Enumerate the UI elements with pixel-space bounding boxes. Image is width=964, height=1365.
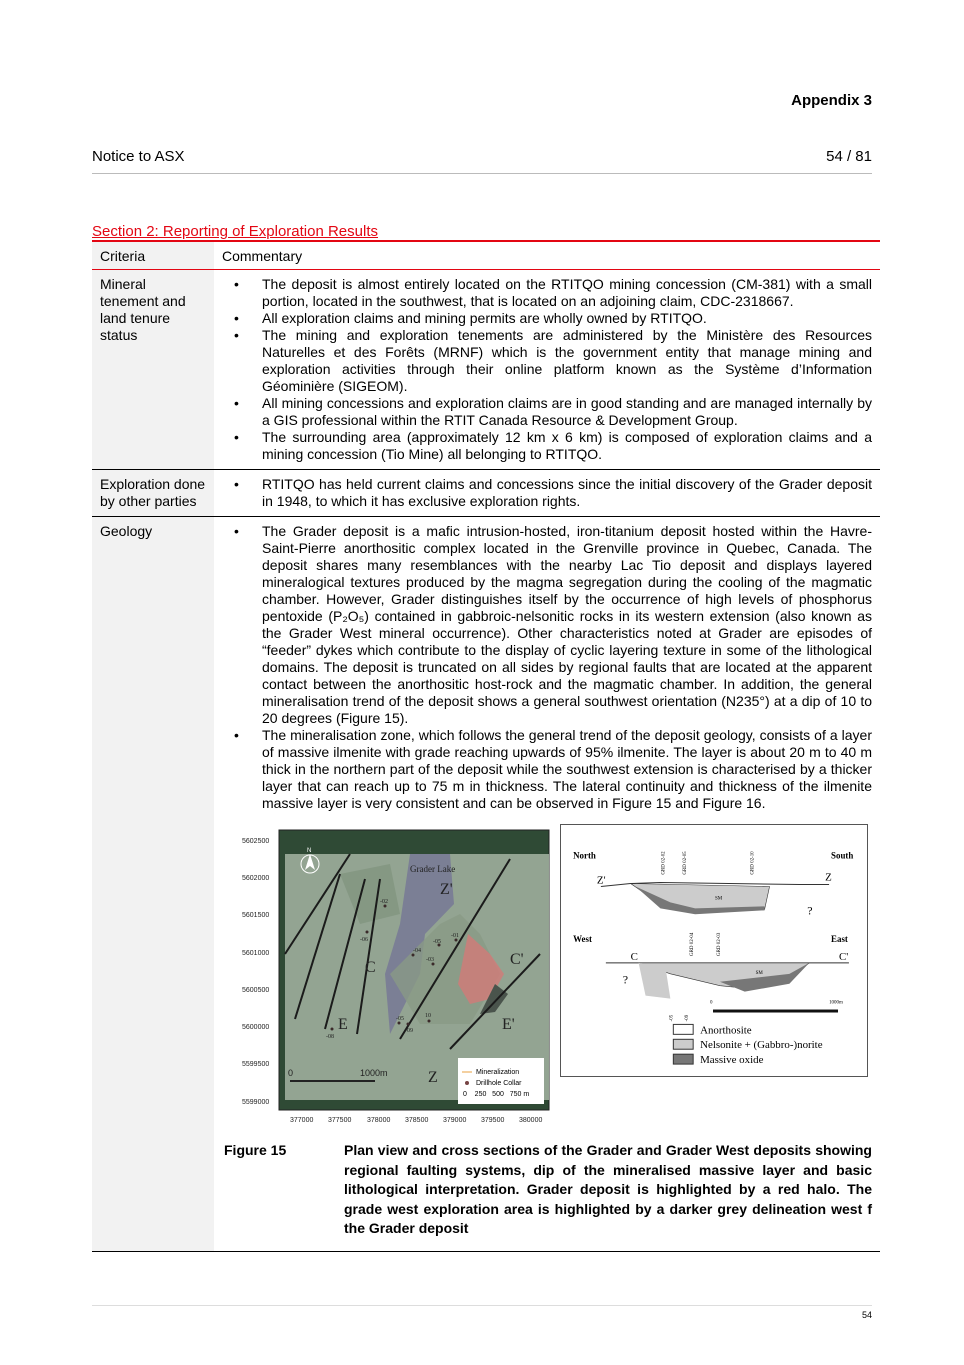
figure-caption (224, 1141, 872, 1239)
north-label: N (307, 848, 312, 854)
figure-15 (240, 824, 872, 1127)
results-table (92, 240, 880, 1252)
question-mark: ? (622, 972, 629, 987)
header-commentary: Commentary (222, 248, 303, 264)
svg-text:378500: 378500 (405, 1117, 429, 1124)
caption-number: Figure 15 (224, 1142, 287, 1158)
z-holes (661, 851, 755, 875)
hole-label: -05 (396, 1016, 404, 1022)
label-east: East (831, 934, 848, 945)
hole-label: -01 (451, 933, 459, 939)
svg-text:5602000: 5602000 (242, 875, 270, 882)
appendix-label: Appendix 3 (791, 92, 872, 109)
svg-text:5601000: 5601000 (242, 950, 270, 957)
page-header (92, 148, 872, 174)
hole-label: -08 (326, 1034, 334, 1040)
bullet: • The surrounding area (approximately 12 km x 6 km) is composed of exploration claims and a mining concession (Tio Mine) all belonging to RTITQO. (224, 429, 872, 463)
svg-text:5600500: 5600500 (242, 987, 270, 994)
legend-nelsonite: Nelsonite + (Gabbro-)norite (700, 1039, 823, 1052)
bullet: • All mining concessions and exploration claims are in good standing and are managed internally by a GIS professional within the RTIT Canada Resource & Development Group. (224, 395, 872, 429)
bullet: • The Grader deposit is a mafic intrusion-hosted, iron-titanium deposit hosted within the Havre-Saint-Pierre anorthositic complex located in the Grenville province in Quebec, Canada. The deposit shares many resemblances with the nearby Lac Tio deposit and displays layered mineralogical textures produced by the magma segregation during the cooling of the magmatic chamber. However, Grader distinguishes itself by the occurrence of high levels of phosphorus pentoxide (P₂O₅) contained in gabbroic-nelsonitic rocks in its western extension (also known as the Grader West mineral occurrence). Other characteristics noted at Grader are episodes of “feeder” dykes which contribute to the display of cyclic layering texture in some of the lithological domains. The deposit is truncated on all sides by regional faults that are located at the apparent contact between the anorthositic host-rock and the magmatic chamber. In addition, the general mineralisation trend of the deposit shows a general southwest orientation (N235°) at a dip of 10 to 20 degrees (Figure 15). (224, 523, 872, 727)
svg-text:377000: 377000 (290, 1117, 314, 1124)
label-west: West (573, 934, 592, 945)
bullet: • The mineralisation zone, which follows the general trend of the deposit geology, consists of a layer of massive ilmenite with grade reaching upwards of 95% ilmenite. The layer is about 20 m to 40 m thick in the northern part of the deposit while the southwest extension is characterised by a thicker layer that can reach up to 75 m in thickness. The lateral continuity and thickness of the ilmenite massive layer is very consistent and can be observed in Figure 15 and Figure 16. (224, 727, 872, 812)
svg-text:379000: 379000 (443, 1117, 467, 1124)
section-title: Section 2: Reporting of Exploration Results (92, 223, 378, 240)
legend-mineralization: Mineralization (476, 1069, 520, 1076)
commentary-cell (214, 470, 880, 516)
hole-label: -04 (413, 948, 421, 954)
header-criteria: Criteria (92, 242, 214, 269)
svg-text:-05: -05 (669, 1014, 675, 1022)
question-mark: ? (807, 903, 813, 918)
svg-text:380000: 380000 (519, 1117, 543, 1124)
commentary-cell (214, 517, 880, 1251)
label-e-prime: E' (502, 1016, 515, 1033)
label-e: E (338, 1016, 348, 1033)
header-title: Notice to ASX (92, 148, 185, 165)
scalebar-1000: 1000m (360, 1068, 388, 1078)
scale-1000: 1000m (829, 1000, 843, 1006)
criteria-cell: Exploration done by other parties (92, 470, 214, 516)
svg-text:GRD 02-02: GRD 02-02 (661, 851, 667, 875)
label-c-prime: C' (510, 951, 524, 968)
criteria-cell: Geology (92, 517, 214, 1251)
svg-text:379500: 379500 (481, 1117, 505, 1124)
label-z-prime: Z' (440, 881, 453, 898)
label-sm: SM (755, 970, 763, 976)
legend-massive-oxide: Massive oxide (700, 1054, 764, 1067)
table-row (92, 517, 880, 1252)
caption-text: Plan view and cross sections of the Grader and Grader West deposits showing regional faulting systems, dip of the mineralised massive layer and basic lithological interpretation. Grader deposit is highlighted by a red halo. The grade west exploration area is highlighted by a darker grey delineation west f the Grader deposit (344, 1142, 872, 1236)
label-c-prime: C' (839, 950, 849, 963)
svg-text:378000: 378000 (367, 1117, 391, 1124)
svg-text:5601500: 5601500 (242, 912, 270, 919)
table-row (92, 470, 880, 517)
label-z: Z (428, 1069, 438, 1086)
criteria-cell: Mineral tenement and land tenure status (92, 270, 214, 469)
commentary-cell (214, 270, 880, 469)
legend-anorthosite: Anorthosite (700, 1024, 752, 1037)
hole-label: -09 (405, 1028, 413, 1034)
page-footer (92, 1305, 872, 1320)
label-z: Z (825, 871, 832, 884)
label-c: C (630, 950, 638, 963)
svg-text:5600000: 5600000 (242, 1024, 270, 1031)
hole-label: -03 (426, 957, 434, 963)
label-sm: SM (714, 896, 723, 902)
svg-text:GRD 02-10: GRD 02-10 (750, 851, 756, 875)
scalebar-0: 0 (288, 1068, 294, 1078)
svg-text:-09: -09 (685, 1014, 691, 1022)
page-number: 54 / 81 (826, 148, 872, 165)
svg-text:GRD 02-04: GRD 02-04 (690, 932, 696, 956)
svg-text:5599500: 5599500 (242, 1061, 270, 1068)
cross-sections (560, 824, 868, 1077)
label-c: C (365, 959, 376, 976)
label-south: South (831, 850, 854, 861)
hole-label: 10 (425, 1013, 431, 1019)
table-row (92, 270, 880, 470)
lake-label: Grader Lake (410, 864, 456, 874)
label-z-prime: Z' (596, 874, 606, 887)
bullet: • All exploration claims and mining permits are wholly owned by RTITQO. (224, 310, 872, 327)
svg-text:5602500: 5602500 (242, 838, 270, 845)
hole-label: -02 (380, 899, 388, 905)
bullet: • The deposit is almost entirely located on the RTITQO mining concession (CM-381) with a small portion, located in the southwest, that is located on an adjoining claim, CDC-2318667. (224, 276, 872, 310)
hole-label: -06 (360, 937, 368, 943)
hole-label: -05 (433, 939, 441, 945)
bullet: • The mining and exploration tenements are administered by the Ministère des Resources Naturelles et des Forêts (MRNF) which is the government entity that manage mining and exploration activities through their online platform known as the Système d’Information Géominière (SIGEOM). (224, 327, 872, 395)
table-header (92, 242, 880, 270)
footer-page-number: 54 (861, 1310, 872, 1320)
svg-text:GRD 02-03: GRD 02-03 (716, 932, 722, 956)
legend-collar: Drillhole Collar (476, 1080, 522, 1087)
label-north: North (573, 850, 596, 861)
scale-0: 0 (710, 1000, 713, 1006)
svg-text:5599000: 5599000 (242, 1099, 270, 1106)
bullet: • RTITQO has held current claims and concessions since the initial discovery of the Grader deposit in 1948, to which it has exclusive exploration rights. (224, 476, 872, 510)
plan-view-map (240, 824, 552, 1127)
legend-scale: 0 250 500 750 m (463, 1091, 530, 1098)
svg-text:377500: 377500 (328, 1117, 352, 1124)
svg-text:GRD 02-05: GRD 02-05 (683, 851, 689, 875)
